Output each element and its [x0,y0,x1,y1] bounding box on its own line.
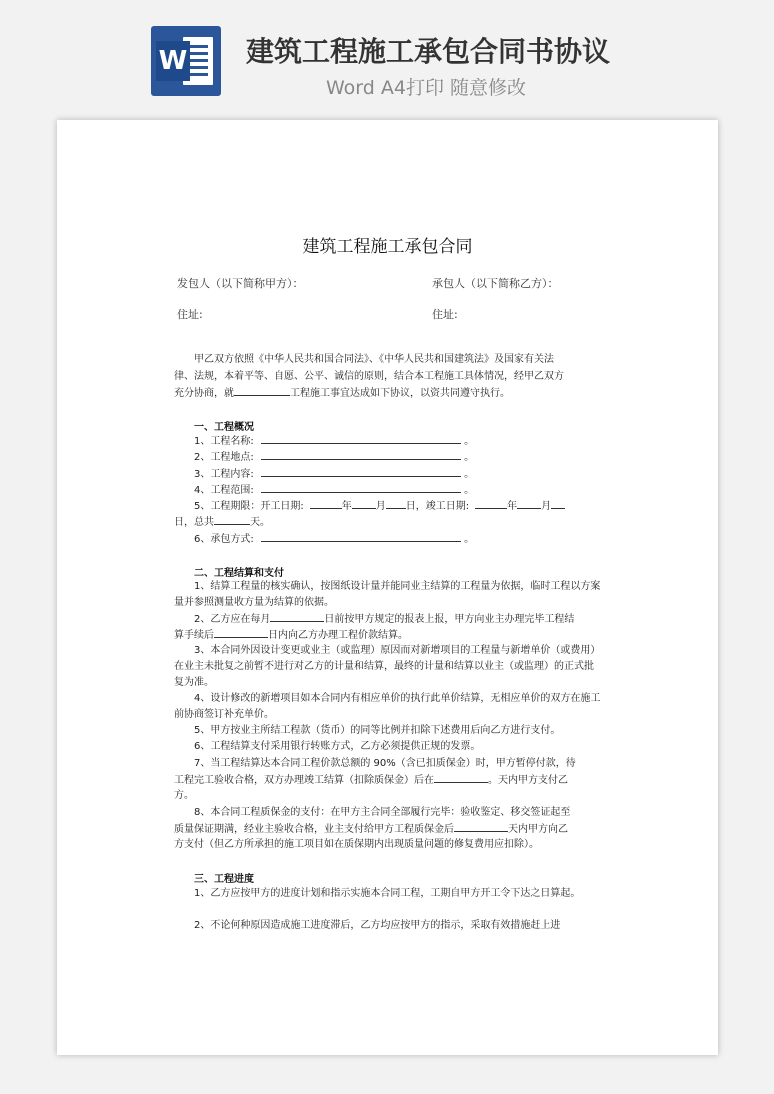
overview-item-5: 5、工程期限：开工日期: 年 月 日，竣工日期: 年 月 [194,498,565,515]
party-b-label: 承包人（以下简称乙方）： [432,277,559,290]
blank-field[interactable] [270,611,324,622]
settlement-clause-8-cont: 质量保证期满，经业主验收合格，业主支付给甲方工程质保金后 天内甲方向乙 [174,821,568,838]
settlement-clause-2: 2、乙方应在每月 日前按甲方规定的报表上报，甲方向业主办理完毕工程结 [174,611,574,628]
settlement-clause-2-cont: 算手续后 日内向乙方办理工程价款结算。 [174,627,408,644]
overview-item-5-cont: 日，总共 天。 [174,514,270,531]
settlement-clause-1: 1、结算工程量的核实确认，按图纸设计量并能同业主结算的工程量为依据，临时工程以方案量并参照测量收方量为结算的依据。 [174,581,601,608]
settlement-clause-7: 7、当工程结算达本合同工程价款总额的 90%（含已扣质保金）时，甲方暂停付款，待 [194,758,576,769]
settlement-clause-6: 6、工程结算支付采用银行转账方式，乙方必须提供正规的发票。 [194,741,481,752]
progress-clause-2: 2、不论何种原因造成施工进度滞后，乙方均应按甲方的指示，采取有效措施赶上进 [194,920,561,931]
intro-line-1: 甲乙双方依照《中华人民共和国合同法》、《中华人民共和国建筑法》及国家有关法 [194,354,554,365]
party-a-label: 发包人（以下简称甲方）： [177,277,304,290]
blank-field[interactable] [261,449,461,460]
progress-clause-1: 1、乙方应按甲方的进度计划和指示实施本合同工程，工期自甲方开工令下达之日算起。 [194,888,581,899]
project-name-blank[interactable] [234,385,290,396]
section-1-title: 一、工程概况 [194,422,254,433]
settlement-clause-5: 5、甲方按业主所结工程款（货币）的同等比例并扣除下述费用后向乙方进行支付。 [194,725,561,736]
overview-item-1: 1、工程名称: 。 [194,433,474,450]
party-b-address: 住址: [432,308,458,321]
settlement-clause-4: 4、设计修改的新增项目如本合同内有相应单价的执行此单价结算，无相应单价的双方在施工前协商签订补充单价。 [174,693,601,720]
intro-line-3: 充分协商，就 工程施工事宜达成如下协议，以资共同遵守执行。 [174,385,510,402]
document-page [57,120,718,1055]
overview-item-6: 6、承包方式: 。 [194,531,474,548]
blank-field[interactable] [261,433,461,444]
settlement-clause-7-cont: 工程完工验收合格，双方办理竣工结算（扣除质保金）后在 。天内甲方支付乙 [174,772,568,789]
word-letter: W [156,41,190,81]
blank-field[interactable] [261,531,461,542]
blank-field[interactable] [517,498,541,509]
blank-field[interactable] [386,498,406,509]
word-logo-icon [151,26,221,96]
blank-field[interactable] [214,627,268,638]
banner-title: 建筑工程施工承包合同书协议 [246,35,611,68]
blank-field[interactable] [310,498,342,509]
overview-item-4: 4、工程范围: 。 [194,482,474,499]
party-a-address: 住址: [177,308,203,321]
overview-item-2: 2、工程地点: 。 [194,449,474,466]
intro-line-2: 律、法规，本着平等、自愿、公平、诚信的原则，结合本工程施工具体情况，经甲乙双方 [174,371,564,382]
blank-field[interactable] [261,466,461,477]
section-3-title: 三、工程进度 [194,874,254,885]
settlement-clause-7-end: 方。 [174,790,194,801]
blank-field[interactable] [551,498,565,509]
blank-field[interactable] [454,821,508,832]
overview-item-3: 3、工程内容: 。 [194,466,474,483]
blank-field[interactable] [261,482,461,493]
settlement-clause-3: 3、本合同外因设计变更或业主（或监理）原因而对新增项目的工程量与新增单价（或费用）在业主未批复之前暂不进行对乙方的计量和结算，最终的计量和结算以业主（或监理）的正式批复为准。 [174,645,601,688]
banner [0,0,774,112]
banner-subtitle: Word A4打印 随意修改 [326,77,527,99]
settlement-clause-8-end: 方支付（但乙方所承担的施工项目如在质保期内出现质量问题的修复费用应扣除）。 [174,839,539,850]
blank-field[interactable] [434,772,488,783]
settlement-clause-8: 8、本合同工程质保金的支付：在甲方主合同全部履行完毕：验收鉴定、移交签证起至 [194,807,571,818]
section-2-title: 二、工程结算和支付 [194,568,284,579]
blank-field[interactable] [352,498,376,509]
blank-field[interactable] [214,514,250,525]
blank-field[interactable] [475,498,507,509]
document-title: 建筑工程施工承包合同 [302,237,473,257]
